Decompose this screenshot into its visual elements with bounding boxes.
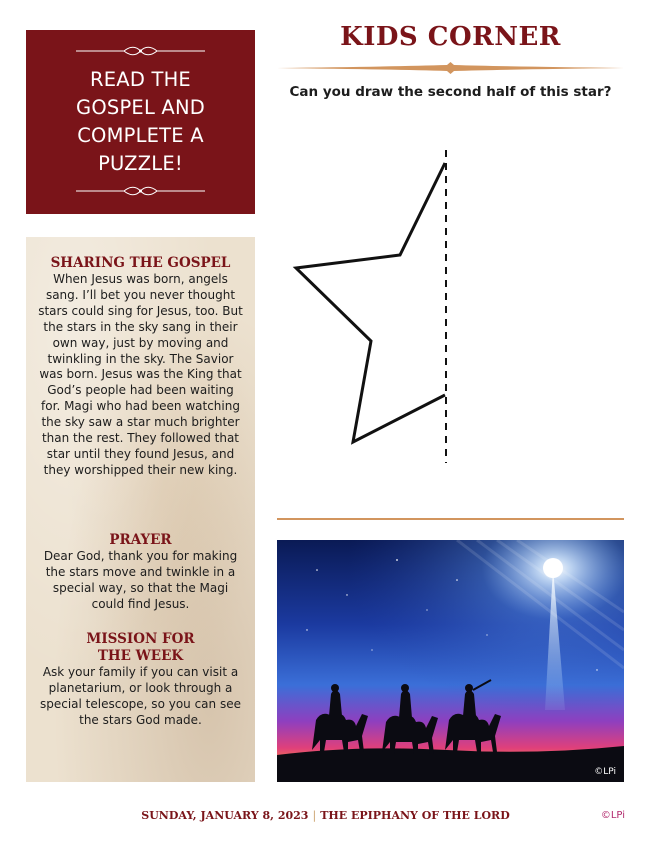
section-heading: PRAYER [109, 532, 172, 548]
section-body: Ask your family if you can visit a planetarium, or look through a special telescope, so you can see the stars God made. [40, 665, 241, 727]
image-credit: ©LPi [594, 767, 616, 777]
footer-date: SUNDAY, JANUARY 8, 2023 [141, 809, 309, 822]
section-body: When Jesus was born, angels sang. I’ll bet you never thought stars could sing for Jesus, too. But the stars in the sky sang in their own way, just by moving and twinkling in the sky. The Savior was born. Jesus was the King that God’s people had been waiting for. Magi who had been watching the sky saw a star much brighter than the rest. They followed that star until they found Jesus, and they worshipped their new king. [38, 272, 243, 477]
half-star-puzzle [290, 145, 460, 470]
half-star-outline [296, 163, 445, 442]
banner-line: COMPLETE A [77, 124, 204, 147]
footer-caption [0, 809, 651, 822]
ornament-divider-top [76, 46, 205, 56]
banner-line: READ THE [90, 68, 191, 91]
banner-line: GOSPEL AND [76, 96, 205, 119]
section-heading: MISSION FOR THE WEEK [86, 631, 195, 664]
banner-title [26, 66, 255, 178]
magi-star-image [277, 540, 624, 782]
prayer-section [38, 532, 243, 613]
magi-illustration [277, 540, 624, 782]
section-divider [277, 518, 624, 520]
section-body: Dear God, thank you for making the stars move and twinkle in a special way, so that the Magi could find Jesus. [43, 549, 238, 611]
footer-feast: THE EPIPHANY OF THE LORD [320, 809, 510, 822]
page-title: KIDS CORNER [340, 22, 561, 52]
banner-line: PUZZLE! [98, 152, 183, 175]
sharing-the-gospel-section [38, 255, 243, 479]
footer-separator: | [312, 809, 317, 822]
section-heading: SHARING THE GOSPEL [50, 255, 231, 271]
footer-copyright: ©LPi [600, 810, 625, 821]
ornament-divider-bottom [76, 186, 205, 196]
puzzle-question: Can you draw the second half of this star? [289, 84, 612, 100]
gospel-sidebar [26, 237, 255, 782]
title-divider [277, 62, 624, 74]
mission-section [38, 631, 243, 729]
puzzle-banner [26, 30, 255, 214]
